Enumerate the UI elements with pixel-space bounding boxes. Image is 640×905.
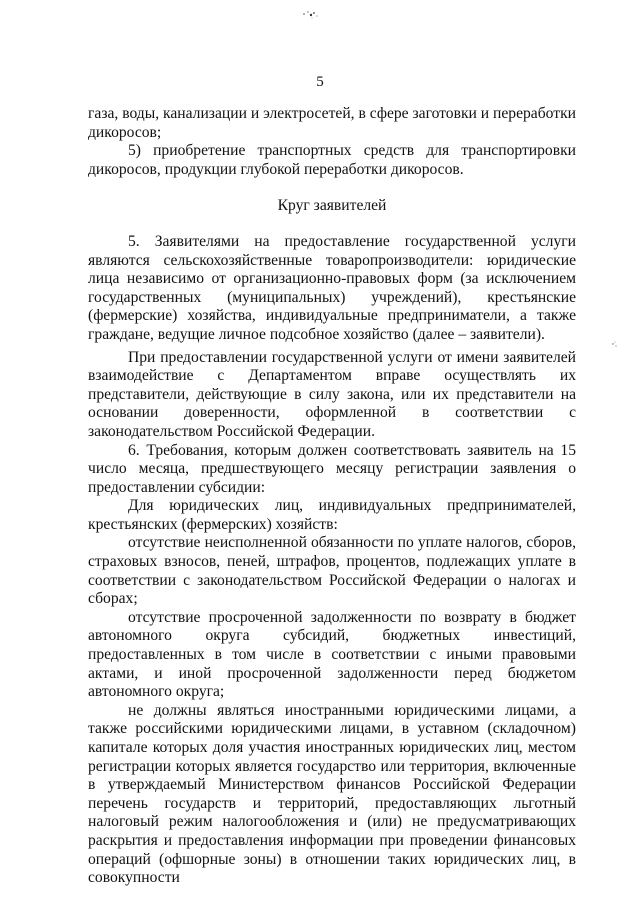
scan-artifact-mark-right [610, 340, 620, 350]
paragraph-requirements: 6. Требования, которым должен соответствовать заявитель на 15 число месяца, предшествующего месяцу регистрации заявления о предоставлении субсидии: [88, 441, 576, 496]
document-body [88, 105, 576, 888]
scan-artifact-mark [300, 8, 322, 20]
section-heading: Круг заявителей [277, 197, 387, 215]
paragraph-no-overdue-debt: отсутствие просроченной задолженности по возврату в бюджет автономного округа субсидий, бюджетных инвестиций, предоставленных в том числе в соответствии с иными правовыми актами, и иной просроченной задолженности перед бюджетом автономного округа; [88, 608, 576, 701]
paragraph-not-foreign: не должны являться иностранными юридическими лицами, а также российскими юридическими лицами, в уставном (складочном) капитале которых доля участия иностранных юридических лиц, местом регистрации которых является государство или территория, включенные в утверждаемый Министерством финансов Российской Федерации перечень государств и территорий, предоставляющих льготный налоговый режим налогообложения и (или) не предусматривающих раскрытия и предоставления информации при проведении финансовых операций (офшорные зоны) в отношении таких юридических лиц, в совокупности [88, 701, 576, 887]
paragraph-applicants: 5. Заявителями на предоставление государственной услуги являются сельскохозяйственные товаропроизводители: юридические лица независимо от организационно-правовых форм (за исключением государственных (муниципальных) учреждений), крестьянские (фермерские) хозяйства, индивидуальные предприниматели, а также граждане, ведущие личное подсобное хозяйство (далее – заявители). [88, 232, 576, 343]
paragraph-legal-entities: Для юридических лиц, индивидуальных предпринимателей, крестьянских (фермерских) хозяйств: [88, 497, 576, 533]
paragraph-representatives: При предоставлении государственной услуги от имени заявителей взаимодействие с Департаментом вправе осуществлять их представители, действующие в силу закона, или их представители на основании доверенности, оформленной в соответствии с законодательством Российской Федерации. [88, 348, 576, 440]
paragraph-continuation: газа, воды, канализации и электросетей, в сфере заготовки и переработки дикоросов; [88, 105, 576, 141]
page-number: 5 [316, 74, 324, 90]
paragraph-item-5: 5) приобретение транспортных средств для транспортировки дикоросов, продукции глубокой переработки дикоросов. [88, 142, 576, 178]
paragraph-no-tax-debt: отсутствие неисполненной обязанности по уплате налогов, сборов, страховых взносов, пеней, штрафов, процентов, подлежащих уплате в соответствии с законодательством Российской Федерации о налогах и сборах; [88, 534, 576, 608]
